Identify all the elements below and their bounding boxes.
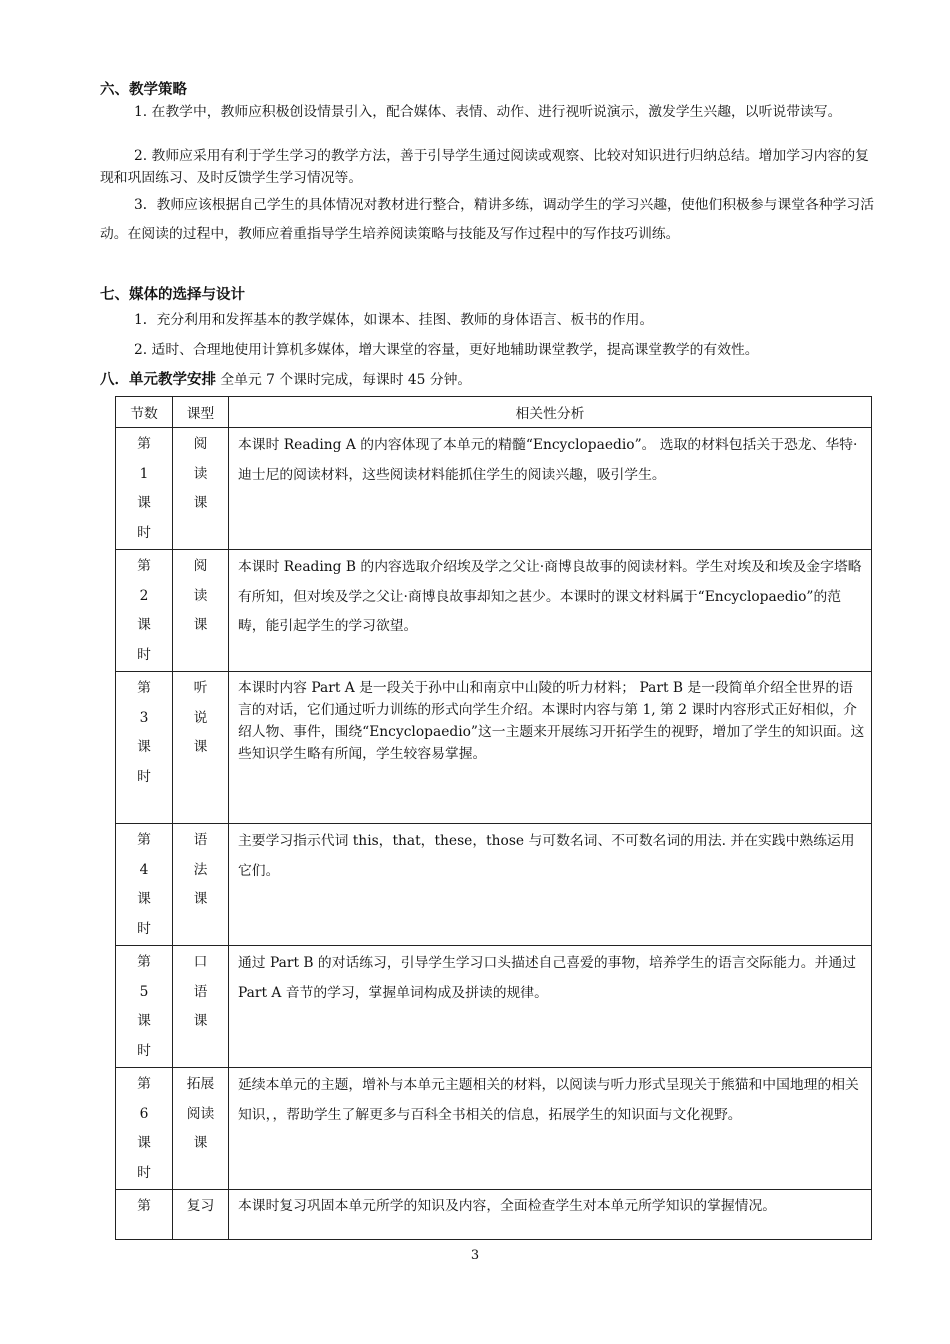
- cell-char: 4: [139, 861, 149, 878]
- cell-char: 课: [137, 739, 151, 755]
- table-row: [116, 1068, 872, 1190]
- lesson-number-cell: [116, 428, 173, 550]
- cell-char: 时: [137, 646, 151, 663]
- lesson-number-cell: [116, 1068, 173, 1190]
- cell-char: 语: [193, 983, 208, 1000]
- cell-char: 时: [137, 768, 151, 785]
- lesson-type-cell: [173, 550, 229, 672]
- cell-char: 第: [137, 558, 151, 574]
- cell-char: 课: [193, 739, 208, 755]
- cell-char: 阅读: [186, 1105, 215, 1122]
- lesson-type-cell: [173, 1068, 229, 1190]
- cell-char: 阅: [193, 436, 208, 452]
- cell-char: 时: [137, 920, 151, 937]
- header-lesson-type: 课型: [173, 397, 229, 428]
- page-number: 3: [470, 1248, 480, 1263]
- section-8-note: 全单元 7 个课时完成，每课时 45 分钟。: [220, 372, 472, 388]
- cell-char: 课: [137, 891, 151, 907]
- cell-char: 拓展: [186, 1076, 215, 1092]
- cell-char: 阅: [193, 558, 208, 574]
- cell-char: 时: [137, 1042, 151, 1059]
- cell-char: 3: [139, 709, 149, 726]
- cell-char: 第: [137, 680, 151, 696]
- analysis-cell: 本课时 Reading B 的内容选取介绍埃及学之父让·商博良故事的阅读材料。学生对埃及和埃及金字塔略有所知，但对埃及学之父让·商博良故事却知之甚少。本课时的课文材料属于“Encyclopaedio”的范畴，能引起学生的学习欲望。: [229, 550, 872, 672]
- cell-char: 时: [137, 1164, 151, 1181]
- cell-char: 课: [137, 1013, 151, 1029]
- unit-schedule-table: [115, 396, 872, 1240]
- lesson-number-cell: [116, 1190, 173, 1240]
- table-row: [116, 672, 872, 824]
- lesson-number-cell: [116, 824, 173, 946]
- cell-char: 听: [193, 680, 208, 696]
- section-6-item-1: 1. 在教学中，教师应积极创设情景引入，配合媒体、表情、动作、进行视听说演示，激发学生兴趣，以听说带读写。: [134, 104, 842, 120]
- cell-char: 说: [193, 709, 208, 726]
- cell-char: 课: [137, 1135, 151, 1151]
- cell-char: 5: [139, 983, 149, 1000]
- lesson-number-cell: [116, 550, 173, 672]
- lesson-type-cell: [173, 824, 229, 946]
- analysis-cell: 本课时复习巩固本单元所学的知识及内容，全面检查学生对本单元所学知识的掌握情况。: [229, 1190, 872, 1240]
- table-header-row: [116, 397, 872, 428]
- cell-char: 第: [137, 436, 151, 452]
- cell-char: 语: [193, 832, 208, 848]
- analysis-cell: 主要学习指示代词 this，that，these，those 与可数名词、不可数名词的用法. 并在实践中熟练运用它们。: [229, 824, 872, 946]
- table-row: [116, 550, 872, 672]
- cell-char: 第: [137, 954, 151, 970]
- cell-char: 2: [139, 587, 149, 604]
- analysis-cell: 本课时内容 Part A 是一段关于孙中山和南京中山陵的听力材料； Part B 是一段简单介绍全世界的语言的对话，它们通过听力训练的形式向学生介绍。本课时内容与第 1, 第 2 课时内容形式正好相似，介绍人物、事件，围绕“Encyclopaedio”这一主题来开展练习开拓学生的视野，增加了学生的知识面。这些知识学生略有所闻，学生较容易掌握。: [229, 672, 872, 824]
- lesson-type-cell: [173, 672, 229, 824]
- lesson-type-cell: [173, 428, 229, 550]
- cell-char: 法: [193, 861, 208, 878]
- section-7-heading: 七、媒体的选择与设计: [100, 287, 245, 303]
- cell-char: 课: [193, 495, 208, 511]
- section-8-line: [100, 368, 471, 389]
- analysis-cell: 延续本单元的主题，增补与本单元主题相关的材料，以阅读与听力形式呈现关于熊猫和中国地理的相关知识，，帮助学生了解更多与百科全书相关的信息，拓展学生的知识面与文化视野。: [229, 1068, 872, 1190]
- table-row: [116, 946, 872, 1068]
- table-row: [116, 1190, 872, 1240]
- cell-char: 课: [193, 617, 208, 633]
- cell-char: 课: [137, 617, 151, 633]
- lesson-type-cell: [173, 1190, 229, 1240]
- cell-char: 时: [137, 524, 151, 541]
- cell-char: 读: [193, 587, 208, 604]
- table-row: [116, 428, 872, 550]
- cell-char: 1: [139, 465, 149, 482]
- cell-char: 第: [137, 832, 151, 848]
- section-6-item-3: 3．教师应该根据自己学生的具体情况对教材进行整合，精讲多练，调动学生的学习兴趣，使他们积极参与课堂各种学习活动。在阅读的过程中，教师应着重指导学生培养阅读策略与技能及写作过程中的写作技巧训练。: [100, 197, 875, 242]
- lesson-number-cell: [116, 946, 173, 1068]
- section-7-item-1: 1．充分利用和发挥基本的教学媒体，如课本、挂图、教师的身体语言、板书的作用。: [134, 312, 654, 328]
- cell-char: 口: [193, 954, 208, 970]
- lesson-type-cell: [173, 946, 229, 1068]
- analysis-cell: 通过 Part B 的对话练习，引导学生学习口头描述自己喜爱的事物，培养学生的语言交际能力。并通过 Part A 音节的学习，掌握单词构成及拼读的规律。: [229, 946, 872, 1068]
- cell-char: 课: [193, 891, 208, 907]
- section-8-heading: 八．单元教学安排: [100, 372, 216, 388]
- section-6-item-2: 2. 教师应采用有利于学生学习的教学方法，善于引导学生通过阅读或观察、比较对知识进行归纳总结。增加学习内容的复现和巩固练习、及时反馈学生学习情况等。: [100, 148, 869, 186]
- table-row: [116, 824, 872, 946]
- header-analysis: 相关性分析: [229, 397, 872, 428]
- cell-char: 第: [137, 1076, 151, 1092]
- section-7-item-2: 2. 适时、合理地使用计算机多媒体，增大课堂的容量，更好地辅助课堂教学，提高课堂教学的有效性。: [134, 342, 759, 358]
- lesson-number-cell: [116, 672, 173, 824]
- header-lesson-number: 节数: [116, 397, 173, 428]
- analysis-cell: 本课时 Reading A 的内容体现了本单元的精髓“Encyclopaedio”。 选取的材料包括关于恐龙、华特·迪士尼的阅读材料，这些阅读材料能抓住学生的阅读兴趣，吸引学生。: [229, 428, 872, 550]
- section-6-heading: 六、教学策略: [100, 82, 187, 98]
- cell-char: 6: [139, 1105, 149, 1122]
- cell-char: 课: [193, 1135, 208, 1151]
- cell-char: 第: [137, 1198, 151, 1214]
- cell-char: 复习: [186, 1198, 215, 1214]
- cell-char: 课: [193, 1013, 208, 1029]
- cell-char: 课: [137, 495, 151, 511]
- cell-char: 读: [193, 465, 208, 482]
